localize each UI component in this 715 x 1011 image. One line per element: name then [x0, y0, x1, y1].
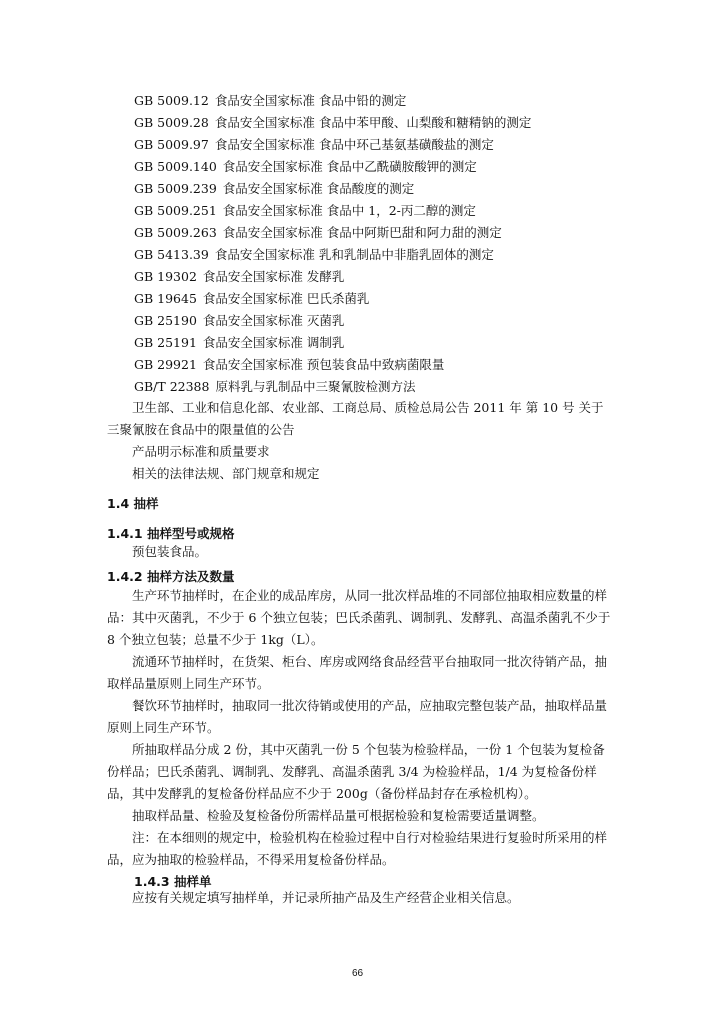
- paragraph: 流通环节抽样时，在货架、柜台、库房或网络食品经营平台抽取同一批次待销产品，抽取样品量原则上同生产环节。: [107, 654, 608, 691]
- paragraph: 预包装食品。: [132, 544, 208, 559]
- page-number: 66: [351, 968, 364, 979]
- standard-item: GB 5009.263 食品安全国家标准 食品中阿斯巴甜和阿力甜的测定: [134, 225, 502, 240]
- standard-item: GB 5413.39 食品安全国家标准 乳和乳制品中非脂乳固体的测定: [134, 247, 494, 262]
- standard-item: GB 5009.251 食品安全国家标准 食品中 1，2-丙二醇的测定: [134, 203, 476, 218]
- standard-item: GB 19302 食品安全国家标准 发酵乳: [134, 269, 345, 284]
- paragraph: 生产环节抽样时，在企业的成品库房，从同一批次样品堆的不同部位抽取相应数量的样品：其中灭菌乳，不少于 6 个独立包装；巴氏杀菌乳、调制乳、发酵乳、高温杀菌乳不少于 8 个独立包装；总量不少于 1kg（L）。: [107, 588, 611, 647]
- paragraph: 所抽取样品分成 2 份，其中灭菌乳一份 5 个包装为检验样品，一份 1 个包装为复检备份样品；巴氏杀菌乳、调制乳、发酵乳、高温杀菌乳 3/4 为检验样品，1/4 为复检备份样品，其中发酵乳的复检备份样品应不少于 200g（备份样品封存在承检机构）。: [107, 742, 605, 801]
- subsection-heading: 1.4.1 抽样型号或规格: [107, 526, 235, 541]
- paragraph: 应按有关规定填写抽样单，并记录所抽产品及生产经营企业相关信息。: [132, 890, 520, 905]
- standard-item: GB 5009.28 食品安全国家标准 食品中苯甲酸、山梨酸和糖精钠的测定: [134, 115, 532, 130]
- subsection-heading: 1.4.3 抽样单: [134, 874, 212, 889]
- note-paragraph: 注：在本细则的规定中，检验机构在检验过程中自行对检验结果进行复验时所采用的样品，应为抽取的检验样品，不得采用复检备份样品。: [107, 830, 608, 867]
- standard-item: GB 25190 食品安全国家标准 灭菌乳: [134, 313, 345, 328]
- standard-item: GB 5009.239 食品安全国家标准 食品酸度的测定: [134, 181, 415, 196]
- standard-item: GB 19645 食品安全国家标准 巴氏杀菌乳: [134, 291, 370, 306]
- standard-item: GB/T 22388 原料乳与乳制品中三聚氰胺检测方法: [134, 379, 416, 394]
- basis-item: 相关的法律法规、部门规章和规定: [132, 466, 320, 481]
- standard-item: GB 29921 食品安全国家标准 预包装食品中致病菌限量: [134, 357, 445, 372]
- announcement-paragraph: 卫生部、工业和信息化部、农业部、工商总局、质检总局公告 2011 年 第 10 号 关于三聚氰胺在食品中的限量值的公告: [107, 400, 604, 437]
- paragraph: 餐饮环节抽样时，抽取同一批次待销或使用的产品，应抽取完整包装产品，抽取样品量原则上同生产环节。: [107, 698, 608, 735]
- standard-item: GB 5009.140 食品安全国家标准 食品中乙酰磺胺酸钾的测定: [134, 159, 477, 174]
- standard-item: GB 5009.12 食品安全国家标准 食品中铅的测定: [134, 93, 407, 108]
- section-heading: 1.4 抽样: [107, 496, 159, 511]
- basis-item: 产品明示标准和质量要求: [132, 444, 270, 459]
- paragraph: 抽取样品量、检验及复检备份所需样品量可根据检验和复检需要适量调整。: [132, 808, 545, 823]
- standard-item: GB 25191 食品安全国家标准 调制乳: [134, 335, 345, 350]
- standard-item: GB 5009.97 食品安全国家标准 食品中环己基氨基磺酸盐的测定: [134, 137, 494, 152]
- subsection-heading: 1.4.2 抽样方法及数量: [107, 569, 235, 584]
